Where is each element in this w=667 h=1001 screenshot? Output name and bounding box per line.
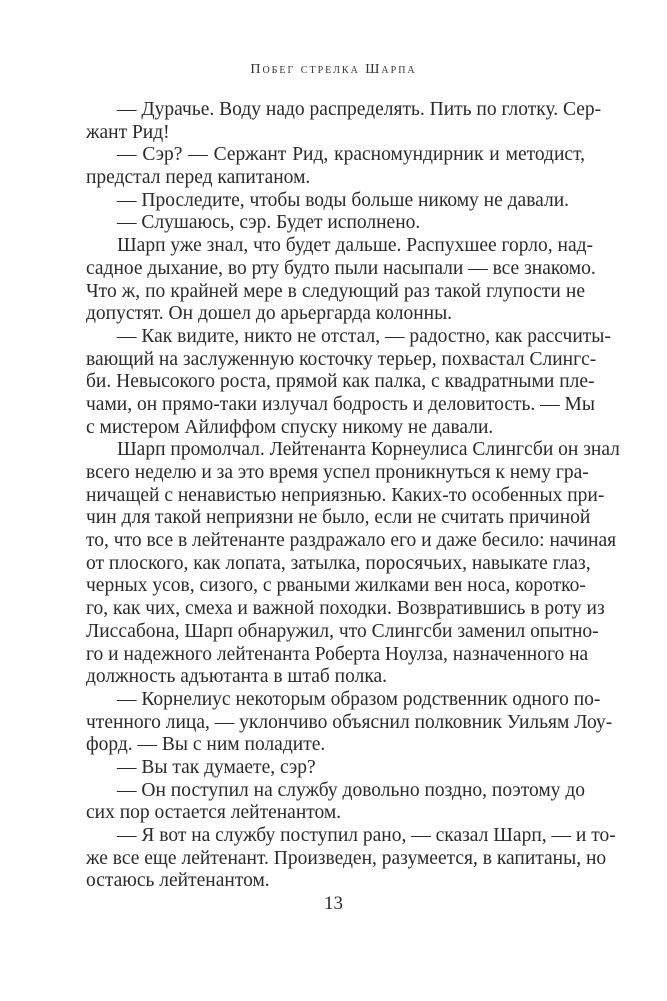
text-line: — Слушаюсь, сэр. Будет исполнено. xyxy=(117,212,421,234)
text-line: всего неделю и за это время успел проникнуться к нему гра- xyxy=(86,462,589,483)
text-line: — Дурачье. Воду надо распределять. Пить по глотку. Сер- xyxy=(117,99,602,120)
text-line: черных усов, сизого, с рваными жилками вен носа, коротко- xyxy=(86,575,586,597)
text-line: форд. — Вы с ним поладите. xyxy=(86,734,326,756)
text-line: чами, он прямо-таки излучал бодрость и деловитость. — Мы xyxy=(86,393,595,415)
text-line: остаюсь лейтенантом. xyxy=(86,870,270,892)
text-line: с мистером Айлиффом спуску никому не давали. xyxy=(86,416,494,438)
text-line: от плоского, как лопата, затылка, поросячьих, навыкате глаз, xyxy=(86,552,591,574)
text-line: — Он поступил на службу довольно поздно, поэтому до xyxy=(117,779,585,801)
text-line: сих пор остается лейтенантом. xyxy=(86,802,342,824)
text-line: садное дыхание, во рту будто пыли насыпали — все знакомо. xyxy=(86,257,596,279)
text-line: вающий на заслуженную косточку терьер, похвастал Слингс- xyxy=(86,348,597,370)
text-line: Шарп уже знал, что будет дальше. Распухшее горло, над- xyxy=(117,235,594,257)
page-number: 13 xyxy=(324,893,343,914)
text-line: — Как видите, никто не отстал, — радостно, как рассчиты- xyxy=(117,325,611,347)
text-line: же все еще лейтенант. Произведен, разумеется, в капитаны, но xyxy=(86,847,607,869)
running-header: Побег стрелка Шарпа xyxy=(250,62,417,77)
text-line: должность адъютанта в штаб полка. xyxy=(86,666,388,688)
text-line: — Корнелиус некоторым образом родственник одного по- xyxy=(117,688,601,710)
text-line: — Проследите, чтобы воды больше никому не давали. xyxy=(117,189,570,211)
text-line: то, что все в лейтенанте раздражало его и даже бесило: начиная xyxy=(86,530,617,552)
text-line: жант Рид! xyxy=(86,121,170,143)
text-line: би. Невысокого роста, прямой как палка, с квадратными пле- xyxy=(86,371,595,393)
text-line: — Вы так думаете, сэр? xyxy=(117,756,316,778)
text-line: чтенного лица, — уклончиво объяснил полковник Уильям Лоу- xyxy=(86,711,613,733)
text-line: ничащей с ненавистью неприязнью. Каких-то особенных при- xyxy=(86,484,605,506)
body-text xyxy=(86,99,620,893)
text-line: — Я вот на службу поступил рано, — сказал Шарп, — и то- xyxy=(117,825,616,846)
text-line: чин для такой неприязни не было, если не считать причиной xyxy=(86,507,591,529)
text-line: — Сэр? — Сержант Рид, красномундирник и методист, xyxy=(117,144,585,166)
text-line: го и надежного лейтенанта Роберта Ноулза, назначенного на xyxy=(86,643,589,665)
text-line: го, как чих, смеха и важной походки. Возвратившись в роту из xyxy=(86,598,605,620)
text-line: Шарп промолчал. Лейтенанта Корнеулиса Слингсби он знал xyxy=(117,439,620,461)
text-line: Лиссабона, Шарп обнаружил, что Слингсби заменил опытно- xyxy=(86,620,599,642)
text-line: допустят. Он дошел до арьергарда колонны. xyxy=(86,303,453,325)
text-line: Что ж, по крайней мере в следующий раз такой глупости не xyxy=(86,280,585,302)
text-line: предстал перед капитаном. xyxy=(86,167,311,189)
